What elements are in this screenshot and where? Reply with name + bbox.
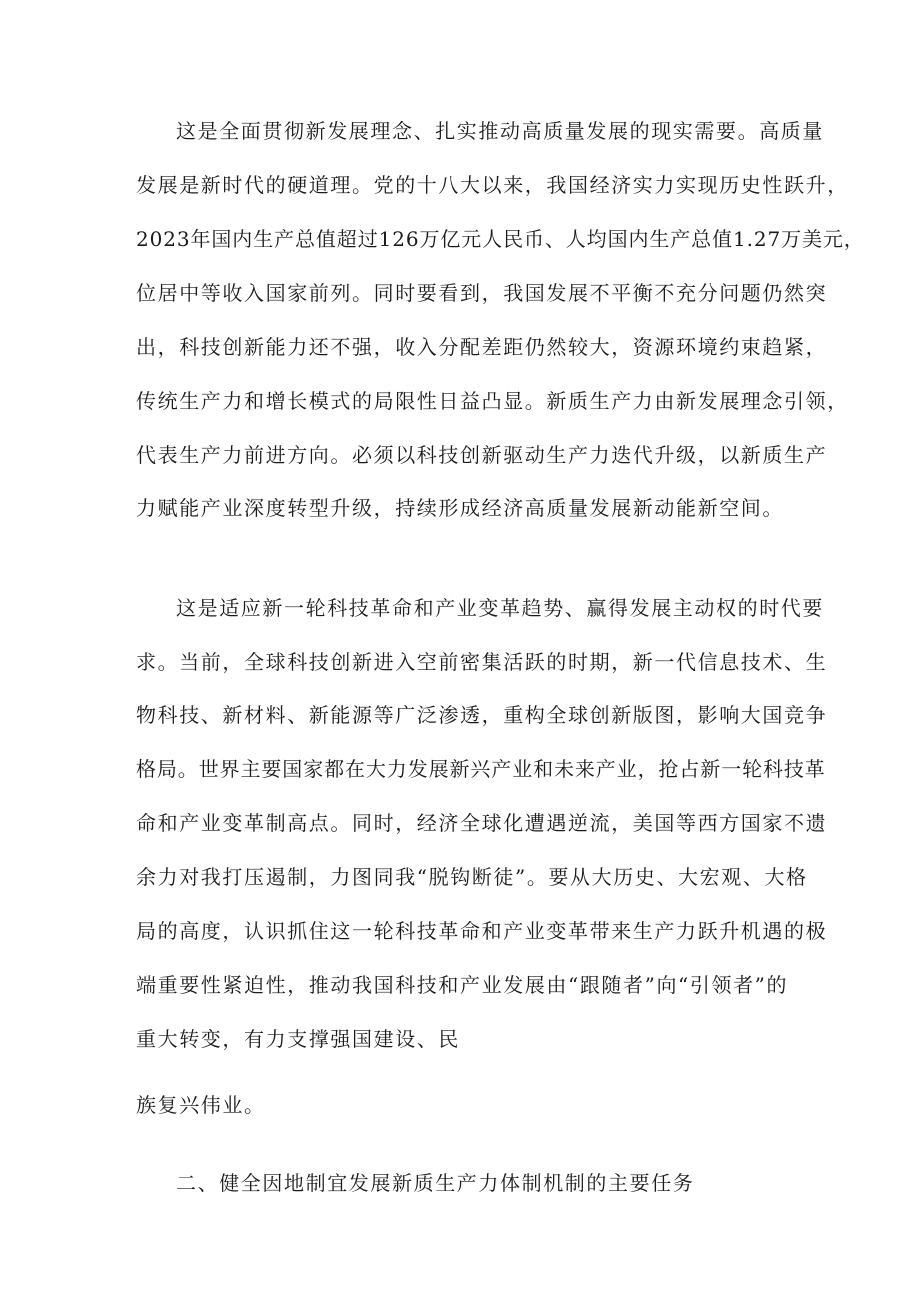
paragraph-2-line-1: 这是适应新一轮科技革命和产业变革趋势、赢得发展主动权的时代要 [176,596,824,620]
section-heading: 二、健全因地制宜发展新质生产力体制机制的主要任务 [176,1171,695,1195]
paragraph-2-line-6: 余力对我打压遏制，力图同我“脱钩断徒”。要从大历史、大宏观、大格 [136,865,808,889]
paragraph-2-line-2: 求。当前，全球科技创新进入空前密集活跃的时期，新一代信息技术、生 [136,650,828,674]
paragraph-1-line-8: 力赋能产业深度转型升级，持续形成经济高质量发展新动能新空间。 [136,496,784,520]
paragraph-2-line-5: 命和产业变革制高点。同时，经济全球化遭遇逆流，美国等西方国家不遗 [136,811,828,835]
paragraph-2-line-9: 重大转变，有力支撑强国建设、民 [136,1027,460,1051]
paragraph-2-line-4: 格局。世界主要国家都在大力发展新兴产业和未来产业，抢占新一轮科技革 [136,757,826,781]
paragraph-2-line-8: 端重要性紧迫性，推动我国科技和产业发展由“跟随者”向“引领者”的 [136,973,789,997]
paragraph-1-line-6: 传统生产力和增长模式的局限性日益凸显。新质生产力由新发展理念引领， [136,389,849,413]
paragraph-2-continuation: 族复兴伟业。 [136,1093,266,1117]
paragraph-2-line-7: 局的高度，认识抓住这一轮科技革命和产业变革带来生产力跃升机遇的极 [136,919,828,943]
paragraph-1-line-1: 这是全面贯彻新发展理念、扎实推动高质量发展的现实需要。高质量 [176,119,824,143]
paragraph-1-line-3: 2023年国内生产总值超过126万亿元人民币、人均国内生产总值1.27万美元， [136,227,865,251]
paragraph-1-line-5: 出，科技创新能力还不强，收入分配差距仍然较大，资源环境约束趋紧， [136,335,828,359]
paragraph-1-line-7: 代表生产力前进方向。必须以科技创新驱动生产力迭代升级，以新质生产 [136,443,828,467]
paragraph-1-line-4: 位居中等收入国家前列。同时要看到，我国发展不平衡不充分问题仍然突 [136,281,828,305]
paragraph-2-line-3: 物科技、新材料、新能源等广泛渗透，重构全球创新版图，影响大国竞争 [136,703,828,727]
paragraph-1-line-2: 发展是新时代的硬道理。党的十八大以来，我国经济实力实现历史性跃升， [136,173,849,197]
